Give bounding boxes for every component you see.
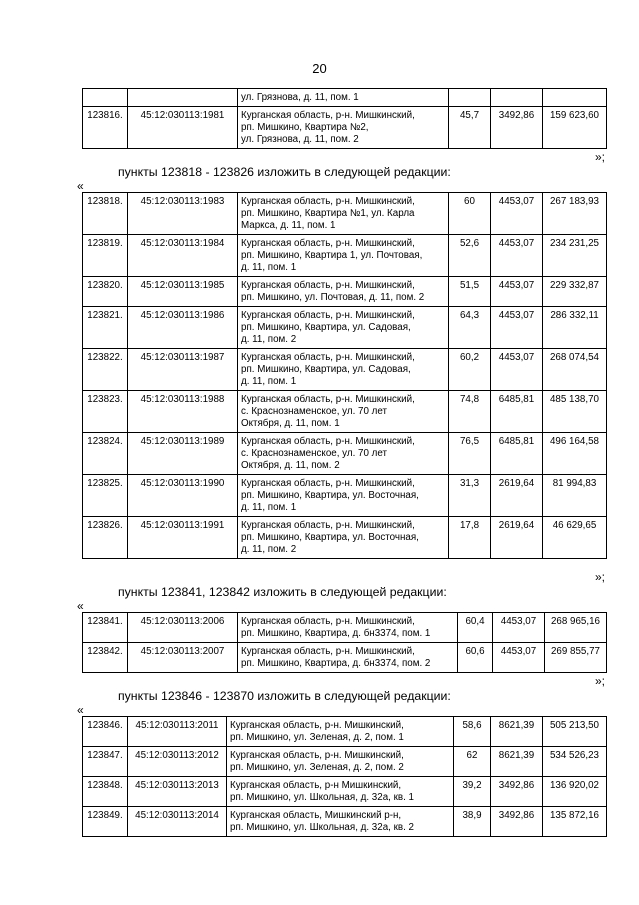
unit-price-cell: 4453,07 xyxy=(491,307,543,349)
total-cost-cell: 229 332,87 xyxy=(543,277,607,307)
address-cell xyxy=(238,475,449,517)
address-cell xyxy=(227,717,454,747)
address-line: Курганская область, р-н. Мишкинский, xyxy=(241,646,415,657)
address-line: д. 11, пом. 1 xyxy=(241,502,297,513)
unit-price-cell: 4453,07 xyxy=(491,349,543,391)
area-cell: 45,7 xyxy=(449,107,491,149)
registry-table-4 xyxy=(82,716,607,837)
unit-price-cell xyxy=(491,89,543,107)
total-cost-cell: 268 965,16 xyxy=(545,613,607,643)
item-number-cell: 123823. xyxy=(83,391,128,433)
area-cell xyxy=(449,89,491,107)
address-line: Курганская область, р-н. Мишкинский, xyxy=(241,520,415,531)
unit-price-cell: 6485,81 xyxy=(491,391,543,433)
area-cell: 39,2 xyxy=(454,777,491,807)
address-cell xyxy=(238,277,449,307)
address-line: рп. Мишкино, Квартира, ул. Восточная, xyxy=(241,490,419,501)
address-line: Курганская область, р-н. Мишкинский, xyxy=(241,110,415,121)
cadastral-number-cell: 45:12:030113:1987 xyxy=(128,349,238,391)
address-line: Курганская область, р-н. Мишкинский, xyxy=(230,720,404,731)
table-row xyxy=(83,807,607,837)
item-number-cell: 123841. xyxy=(83,613,128,643)
address-line: Курганская область, р-н. Мишкинский, xyxy=(241,478,415,489)
item-number-cell: 123842. xyxy=(83,643,128,673)
table-row xyxy=(83,747,607,777)
cadastral-number-cell: 45:12:030113:1989 xyxy=(128,433,238,475)
item-number-cell: 123848. xyxy=(83,777,128,807)
item-number-cell: 123818. xyxy=(83,193,128,235)
total-cost-cell: 534 526,23 xyxy=(543,747,607,777)
address-line: рп. Мишкино, Квартира, ул. Садовая, xyxy=(241,364,411,375)
item-number-cell xyxy=(83,89,128,107)
address-cell xyxy=(238,349,449,391)
total-cost-cell: 136 920,02 xyxy=(543,777,607,807)
address-cell xyxy=(238,613,458,643)
table-row xyxy=(83,89,607,107)
registry-table-1 xyxy=(82,88,607,149)
section-intro: пункты 123818 - 123826 изложить в следующей редакции: xyxy=(118,165,451,179)
cadastral-number-cell: 45:12:030113:1981 xyxy=(128,107,238,149)
total-cost-cell: 268 074,54 xyxy=(543,349,607,391)
address-cell xyxy=(227,747,454,777)
table-row xyxy=(83,307,607,349)
table-row xyxy=(83,475,607,517)
unit-price-cell: 3492,86 xyxy=(491,107,543,149)
address-line: рп. Мишкино, ул. Школьная, д. 32а, кв. 2 xyxy=(230,822,414,833)
area-cell: 31,3 xyxy=(449,475,491,517)
unit-price-cell: 3492,86 xyxy=(491,777,543,807)
registry-table-3 xyxy=(82,612,607,673)
area-cell: 60,6 xyxy=(458,643,493,673)
table-row xyxy=(83,433,607,475)
address-cell xyxy=(238,433,449,475)
area-cell: 62 xyxy=(454,747,491,777)
address-line: с. Краснознаменское, ул. 70 лет xyxy=(241,448,387,459)
address-line: Курганская область, р-н. Мишкинский, xyxy=(241,238,415,249)
total-cost-cell: 159 623,60 xyxy=(543,107,607,149)
table-row xyxy=(83,235,607,277)
area-cell: 76,5 xyxy=(449,433,491,475)
total-cost-cell xyxy=(543,89,607,107)
cadastral-number-cell xyxy=(128,89,238,107)
cadastral-number-cell: 45:12:030113:1991 xyxy=(128,517,238,559)
address-line: рп. Мишкино, ул. Зеленая, д. 2, пом. 2 xyxy=(230,762,404,773)
address-line: Курганская область, р-н Мишкинский, xyxy=(230,780,402,791)
page-number: 20 xyxy=(312,61,327,76)
address-line: рп. Мишкино, Квартира, д. бн3374, пом. 2 xyxy=(241,658,431,669)
address-cell xyxy=(238,89,449,107)
cadastral-number-cell: 45:12:030113:2011 xyxy=(128,717,227,747)
cadastral-number-cell: 45:12:030113:1983 xyxy=(128,193,238,235)
item-number-cell: 123819. xyxy=(83,235,128,277)
address-cell xyxy=(238,193,449,235)
unit-price-cell: 2619,64 xyxy=(491,475,543,517)
address-line: Курганская область, р-н. Мишкинский, xyxy=(241,352,415,363)
address-line: ул. Грязнова, д. 11, пом. 2 xyxy=(241,134,359,145)
item-number-cell: 123826. xyxy=(83,517,128,559)
item-number-cell: 123849. xyxy=(83,807,128,837)
total-cost-cell: 485 138,70 xyxy=(543,391,607,433)
closing-quote: »; xyxy=(595,570,606,584)
total-cost-cell: 81 994,83 xyxy=(543,475,607,517)
total-cost-cell: 234 231,25 xyxy=(543,235,607,277)
cadastral-number-cell: 45:12:030113:2013 xyxy=(128,777,227,807)
unit-price-cell: 4453,07 xyxy=(493,643,545,673)
item-number-cell: 123821. xyxy=(83,307,128,349)
address-line: с. Краснознаменское, ул. 70 лет xyxy=(241,406,387,417)
address-line: Курганская область, р-н. Мишкинский, xyxy=(241,196,415,207)
address-cell xyxy=(238,517,449,559)
closing-quote: »; xyxy=(595,150,606,164)
opening-quote: « xyxy=(77,703,84,717)
table-row xyxy=(83,349,607,391)
address-cell xyxy=(238,307,449,349)
total-cost-cell: 135 872,16 xyxy=(543,807,607,837)
item-number-cell: 123846. xyxy=(83,717,128,747)
unit-price-cell: 8621,39 xyxy=(491,717,543,747)
address-cell xyxy=(238,643,458,673)
area-cell: 38,9 xyxy=(454,807,491,837)
cadastral-number-cell: 45:12:030113:1990 xyxy=(128,475,238,517)
table-row xyxy=(83,517,607,559)
item-number-cell: 123822. xyxy=(83,349,128,391)
total-cost-cell: 46 629,65 xyxy=(543,517,607,559)
unit-price-cell: 4453,07 xyxy=(491,235,543,277)
area-cell: 74,8 xyxy=(449,391,491,433)
table-row xyxy=(83,277,607,307)
table-row xyxy=(83,717,607,747)
area-cell: 17,8 xyxy=(449,517,491,559)
address-line: рп. Мишкино, ул. Зеленая, д. 2, пом. 1 xyxy=(230,732,404,743)
address-line: Курганская область, Мишкинский р-н, xyxy=(230,810,402,821)
unit-price-cell: 8621,39 xyxy=(491,747,543,777)
address-line: Октября, д. 11, пом. 2 xyxy=(241,460,340,471)
section-intro: пункты 123841, 123842 изложить в следующей редакции: xyxy=(118,585,447,599)
item-number-cell: 123847. xyxy=(83,747,128,777)
address-cell xyxy=(238,235,449,277)
table-row xyxy=(83,777,607,807)
area-cell: 60,4 xyxy=(458,613,493,643)
table-row xyxy=(83,107,607,149)
unit-price-cell: 2619,64 xyxy=(491,517,543,559)
address-cell xyxy=(227,777,454,807)
address-line: д. 11, пом. 1 xyxy=(241,262,297,273)
registry-table-2 xyxy=(82,192,607,559)
cadastral-number-cell: 45:12:030113:2012 xyxy=(128,747,227,777)
table-row xyxy=(83,613,607,643)
item-number-cell: 123816. xyxy=(83,107,128,149)
address-line: д. 11, пом. 2 xyxy=(241,544,297,555)
section-intro: пункты 123846 - 123870 изложить в следующей редакции: xyxy=(118,689,451,703)
cadastral-number-cell: 45:12:030113:1984 xyxy=(128,235,238,277)
total-cost-cell: 286 332,11 xyxy=(543,307,607,349)
address-line: рп. Мишкино, Квартира 1, ул. Почтовая, xyxy=(241,250,423,261)
area-cell: 60 xyxy=(449,193,491,235)
opening-quote: « xyxy=(77,599,84,613)
unit-price-cell: 6485,81 xyxy=(491,433,543,475)
area-cell: 60,2 xyxy=(449,349,491,391)
address-line: рп. Мишкино, Квартира №1, ул. Карла xyxy=(241,208,415,219)
address-line: Курганская область, р-н. Мишкинский, xyxy=(241,310,415,321)
address-line: Курганская область, р-н. Мишкинский, xyxy=(241,394,415,405)
unit-price-cell: 3492,86 xyxy=(491,807,543,837)
opening-quote: « xyxy=(77,179,84,193)
unit-price-cell: 4453,07 xyxy=(491,193,543,235)
address-line: Курганская область, р-н. Мишкинский, xyxy=(230,750,404,761)
address-line: рп. Мишкино, Квартира, ул. Восточная, xyxy=(241,532,419,543)
table-row xyxy=(83,391,607,433)
table-row xyxy=(83,193,607,235)
cadastral-number-cell: 45:12:030113:2006 xyxy=(128,613,238,643)
cadastral-number-cell: 45:12:030113:2007 xyxy=(128,643,238,673)
item-number-cell: 123824. xyxy=(83,433,128,475)
address-cell xyxy=(238,107,449,149)
area-cell: 64,3 xyxy=(449,307,491,349)
address-line: Курганская область, р-н. Мишкинский, xyxy=(241,436,415,447)
address-line: Октября, д. 11, пом. 1 xyxy=(241,418,340,429)
cadastral-number-cell: 45:12:030113:1988 xyxy=(128,391,238,433)
address-cell xyxy=(227,807,454,837)
address-line: рп. Мишкино, ул. Школьная, д. 32а, кв. 1 xyxy=(230,792,414,803)
cadastral-number-cell: 45:12:030113:2014 xyxy=(128,807,227,837)
total-cost-cell: 267 183,93 xyxy=(543,193,607,235)
address-line: рп. Мишкино, ул. Почтовая, д. 11, пом. 2 xyxy=(241,292,425,303)
address-line: рп. Мишкино, Квартира, д. бн3374, пом. 1 xyxy=(241,628,431,639)
item-number-cell: 123820. xyxy=(83,277,128,307)
area-cell: 58,6 xyxy=(454,717,491,747)
address-line: д. 11, пом. 1 xyxy=(241,376,297,387)
address-line: д. 11, пом. 2 xyxy=(241,334,297,345)
area-cell: 52,6 xyxy=(449,235,491,277)
area-cell: 51,5 xyxy=(449,277,491,307)
closing-quote: »; xyxy=(595,674,606,688)
table-row xyxy=(83,643,607,673)
item-number-cell: 123825. xyxy=(83,475,128,517)
address-line: ул. Грязнова, д. 11, пом. 1 xyxy=(241,92,359,103)
address-line: Маркса, д. 11, пом. 1 xyxy=(241,220,336,231)
address-line: Курганская область, р-н. Мишкинский, xyxy=(241,280,415,291)
cadastral-number-cell: 45:12:030113:1985 xyxy=(128,277,238,307)
address-cell xyxy=(238,391,449,433)
total-cost-cell: 505 213,50 xyxy=(543,717,607,747)
address-line: Курганская область, р-н. Мишкинский, xyxy=(241,616,415,627)
unit-price-cell: 4453,07 xyxy=(493,613,545,643)
address-line: рп. Мишкино, Квартира, ул. Садовая, xyxy=(241,322,411,333)
total-cost-cell: 496 164,58 xyxy=(543,433,607,475)
unit-price-cell: 4453,07 xyxy=(491,277,543,307)
cadastral-number-cell: 45:12:030113:1986 xyxy=(128,307,238,349)
total-cost-cell: 269 855,77 xyxy=(545,643,607,673)
address-line: рп. Мишкино, Квартира №2, xyxy=(241,122,369,133)
